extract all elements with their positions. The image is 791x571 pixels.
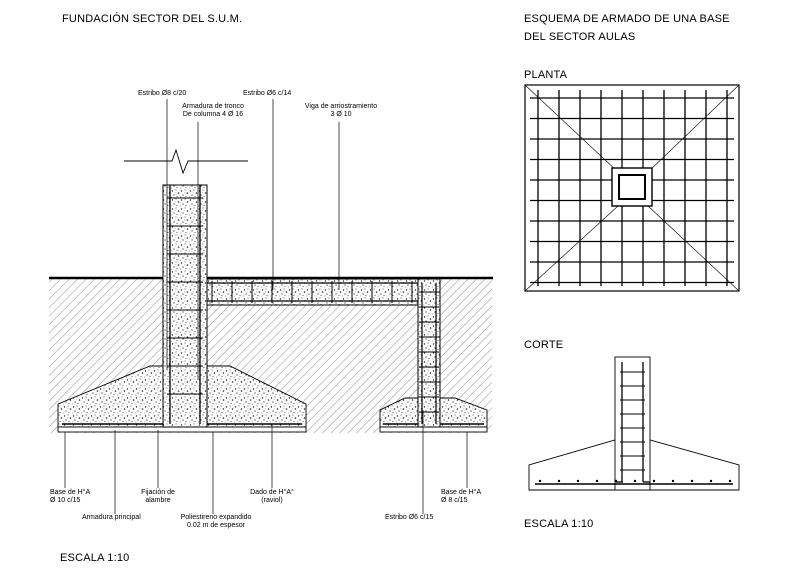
label-fijacion-line2: alambre (145, 497, 171, 504)
label-base-left-line1: Base de H°A (50, 489, 91, 496)
label-base-right-line2: Ø 8 c/15 (441, 497, 468, 504)
label-armadura-principal: Armadura principal (82, 514, 141, 521)
corte-label: CORTE (524, 339, 564, 351)
right-title-line1: ESQUEMA DE ARMADO DE UNA BASE (524, 13, 730, 25)
left-footing-bottom-bar (58, 427, 306, 432)
label-estribo-bottom: Estribo Ø6 c/15 (385, 514, 434, 521)
label-poliestireno-line1: Poliestireno expandido (180, 514, 252, 521)
right-pier (418, 279, 440, 427)
label-base-right-line1: Base de H°A (441, 489, 482, 496)
corte-rebar-dot (672, 480, 674, 482)
right-title-line2: DEL SECTOR AULAS (524, 31, 636, 43)
corte-rebar-dot (653, 480, 655, 482)
label-poliestireno-line2: 0.02 m de espesor (187, 522, 245, 529)
left-title: FUNDACIÓN SECTOR DEL S.U.M. (62, 13, 243, 25)
label-dado-line1: Dado de H°A° (250, 489, 294, 496)
label-armadura-line1: Armadura de tronco (182, 103, 244, 110)
break-line-symbol (124, 150, 248, 173)
left-scale: ESCALA 1:10 (60, 552, 130, 564)
right-scale: ESCALA 1:10 (524, 518, 594, 530)
corte-rebar-dot (615, 480, 617, 482)
corte-rebar-dot (634, 480, 636, 482)
planta-label: PLANTA (524, 69, 568, 81)
corte-rebar-dot (558, 480, 560, 482)
corte-rebar-dot (596, 480, 598, 482)
label-estribo-mid: Estribo Ø6 c/14 (243, 90, 292, 97)
corte-rebar-dot (577, 480, 579, 482)
label-fijacion-line1: Fijación de (141, 489, 175, 496)
label-viga-line2: 3 Ø 10 (330, 111, 352, 118)
label-armadura-line2: De columna 4 Ø 16 (182, 111, 244, 118)
label-viga-line1: Viga de arriostramiento (304, 103, 378, 110)
corte-rebar-dot (729, 480, 731, 482)
corte-rebar-dot (691, 480, 693, 482)
corte-rebar-dot (539, 480, 541, 482)
corte-rebar-dot (710, 480, 712, 482)
planta-column-stirrup (619, 175, 645, 199)
label-base-left-line2: Ø 10 c/15 (50, 497, 81, 504)
label-estribo-top: Estribo Ø8 c/20 (138, 90, 187, 97)
label-dado-line2: (raviol) (261, 497, 283, 504)
right-footing-bottom-bar (380, 427, 487, 432)
